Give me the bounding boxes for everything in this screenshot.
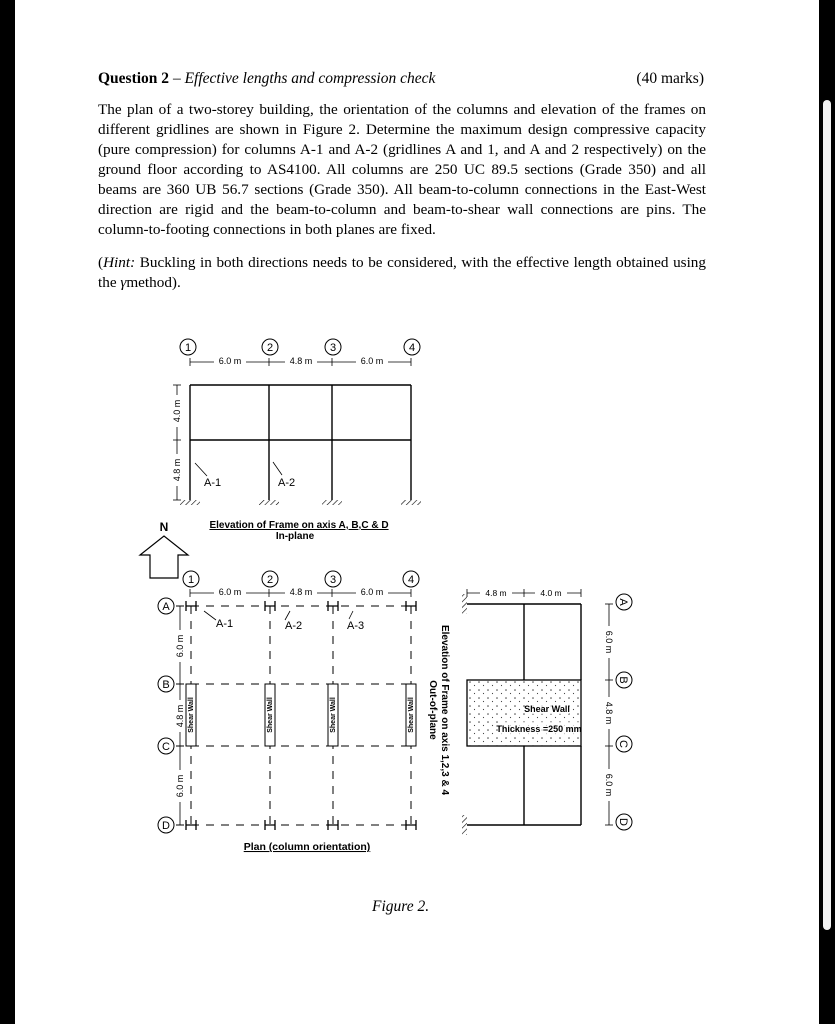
span-label-3: 6.0 m — [360, 356, 384, 366]
fixed-support-4 — [401, 500, 421, 505]
ns-grid-letter-a: A — [617, 598, 629, 606]
plan-span-3: 6.0 m — [360, 587, 384, 597]
grid-number-2: 2 — [266, 342, 274, 354]
ns-height-label-1: 4.8 m — [485, 588, 507, 598]
north-label: N — [159, 520, 169, 534]
plan-grid-number-2: 2 — [266, 574, 274, 586]
height-label-lower: 4.8 m — [172, 458, 182, 482]
plan-shear-walls — [186, 684, 416, 746]
hint-paragraph: (Hint: Buckling in both directions needs to be considered, with the effective length obtained using the γmethod). — [98, 254, 706, 291]
north-arrow — [140, 520, 188, 578]
plan — [158, 571, 419, 853]
plan-column-label-a3: A-3 — [347, 620, 365, 632]
fixed-support-2 — [259, 500, 279, 505]
grid-number-1: 1 — [184, 342, 192, 354]
plan-grid-letter-d: D — [162, 820, 170, 832]
column-label-a1: A-1 — [204, 477, 222, 489]
plan-span-1: 6.0 m — [218, 587, 242, 597]
plan-title: Plan (column orientation) — [243, 841, 371, 853]
ns-support-bottom — [462, 815, 467, 835]
shear-wall-label: Shear Wall — [524, 704, 570, 714]
hint-label: Hint: — [103, 254, 136, 271]
elevation-ew-title: Elevation of Frame on axis A, B,C & D — [209, 520, 389, 531]
ns-span-label-2: 4.8 m — [604, 701, 614, 725]
north-arrow-icon — [140, 536, 188, 578]
hint-text-1: Buckling in both directions needs to be considered, with the effective length obtained using the — [98, 254, 706, 291]
question-title: Effective lengths and compression check — [184, 70, 436, 87]
elevation-ew-subtitle: In-plane — [275, 531, 315, 542]
ns-grid-letter-c: C — [617, 740, 629, 748]
plan-ns-span-3: 6.0 m — [175, 774, 185, 798]
plan-grid-number-1: 1 — [187, 574, 195, 586]
figure-caption: Figure 2. — [372, 898, 430, 915]
question-marks: (40 marks) — [636, 70, 704, 87]
leader-a1 — [195, 463, 207, 476]
question-number: Question 2 — [98, 70, 170, 87]
gamma-symbol: γ — [120, 274, 127, 291]
ns-grid-letter-d: D — [617, 818, 629, 826]
shear-wall-label-2: Shear Wall — [267, 697, 274, 733]
plan-grid-number-4: 4 — [407, 574, 415, 586]
ns-support-top — [462, 594, 467, 614]
hint-text-2: method). — [126, 274, 181, 291]
span-label-2: 4.8 m — [289, 356, 313, 366]
shear-wall-thickness: Thickness =250 mm — [496, 724, 582, 734]
height-label-upper: 4.0 m — [172, 399, 182, 423]
plan-span-2: 4.8 m — [289, 587, 313, 597]
column-symbols — [186, 601, 416, 830]
elevation-ns-subtitle: Out-of-plane — [427, 680, 438, 740]
ns-span-label-1: 6.0 m — [604, 630, 614, 654]
plan-grid-number-3: 3 — [329, 574, 337, 586]
ns-span-label-3: 6.0 m — [604, 773, 614, 797]
shear-wall-label-3: Shear Wall — [330, 697, 337, 733]
shear-wall-label-1: Shear Wall — [188, 697, 195, 733]
elevation-ns — [427, 587, 632, 835]
question-paragraph: The plan of a two-storey building, the orientation of the columns and elevation of the frames on different gridlines are shown in Figure 2. Determine the maximum design compressive capacity (pure compression) for columns A-1 and A-2 (gridlines A and 1, and A and 2 respectively) on the ground floor according to AS4100. All columns are 250 UC 89.5 sections (Grade 350) and all beams are 360 UB 56.7 sections (Grade 350). All beam-to-column connections in the East-West direction are rigid and the beam-to-column and beam-to-shear wall connections are pins. The column-to-footing connections in both planes are fixed. — [98, 101, 706, 238]
elevation-ns-title: Elevation of Frame on axis 1,2,3 & 4 — [439, 624, 450, 796]
fixed-support-3 — [322, 500, 342, 505]
shear-wall-label-4: Shear Wall — [408, 697, 415, 733]
plan-ns-span-1: 6.0 m — [175, 634, 185, 658]
plan-grid-letter-b: B — [162, 679, 170, 691]
elevation-ew — [171, 339, 421, 542]
leader-a2 — [273, 462, 282, 475]
column-label-a2: A-2 — [278, 477, 296, 489]
fixed-support-1 — [180, 500, 200, 505]
ns-height-label-2: 4.0 m — [540, 588, 562, 598]
span-label-1: 6.0 m — [218, 356, 242, 366]
grid-number-3: 3 — [329, 342, 337, 354]
plan-grid-letter-a: A — [162, 601, 170, 613]
plan-grid-letter-c: C — [162, 741, 170, 753]
plan-column-label-a1: A-1 — [216, 618, 234, 630]
plan-gridlines — [176, 606, 413, 825]
plan-column-label-a2: A-2 — [285, 620, 303, 632]
grid-number-4: 4 — [408, 342, 416, 354]
plan-ns-span-2: 4.8 m — [175, 704, 185, 728]
question-separator: – — [169, 70, 185, 87]
ns-grid-letter-b: B — [617, 676, 629, 684]
